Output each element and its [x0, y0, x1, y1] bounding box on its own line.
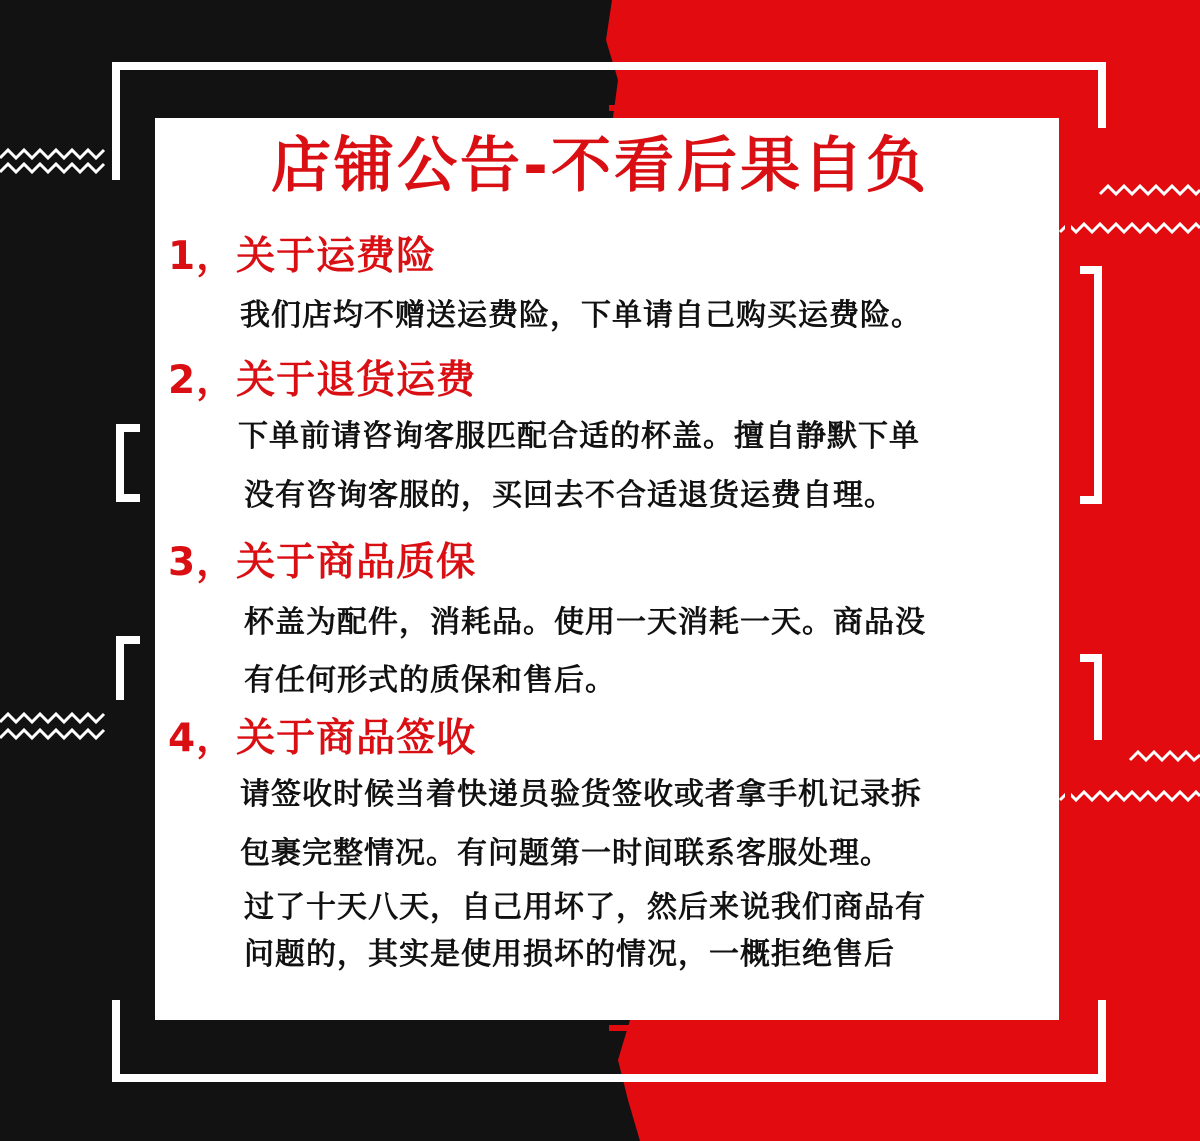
- section-4-line-4: 问题的，其实是使用损坏的情况，一概拒绝售后: [244, 937, 895, 972]
- section-heading-shipping-insurance: 1，关于运费险: [168, 234, 437, 279]
- section-2-line-1: 下单前请咨询客服匹配合适的杯盖。擅自静默下单: [238, 419, 920, 454]
- section-3-line-1: 杯盖为配件，消耗品。使用一天消耗一天。商品没: [244, 605, 926, 640]
- section-1-line-1: 我们店均不赠送运费险，下单请自己购买运费险。: [240, 298, 922, 333]
- section-4-line-3: 过了十天八天，自己用坏了，然后来说我们商品有: [244, 890, 926, 925]
- right-bracket-mid: [1080, 270, 1098, 500]
- section-4-line-1: 请签收时候当着快递员验货签收或者拿手机记录拆: [240, 777, 922, 812]
- left-bracket-mid: [120, 428, 140, 498]
- right-bracket-low: [1080, 658, 1098, 740]
- section-heading-return-shipping: 2，关于退货运费: [168, 358, 477, 403]
- section-2-line-2: 没有咨询客服的，买回去不合适退货运费自理。: [244, 478, 895, 513]
- section-3-line-2: 有任何形式的质保和售后。: [244, 663, 616, 698]
- section-heading-delivery-receipt: 4，关于商品签收: [168, 716, 477, 761]
- left-bracket-low: [120, 640, 140, 700]
- section-4-line-2: 包裹完整情况。有问题第一时间联系客服处理。: [240, 836, 891, 871]
- page-title: 店铺公告-不看后果自负: [271, 131, 929, 201]
- section-heading-warranty: 3，关于商品质保: [168, 540, 477, 585]
